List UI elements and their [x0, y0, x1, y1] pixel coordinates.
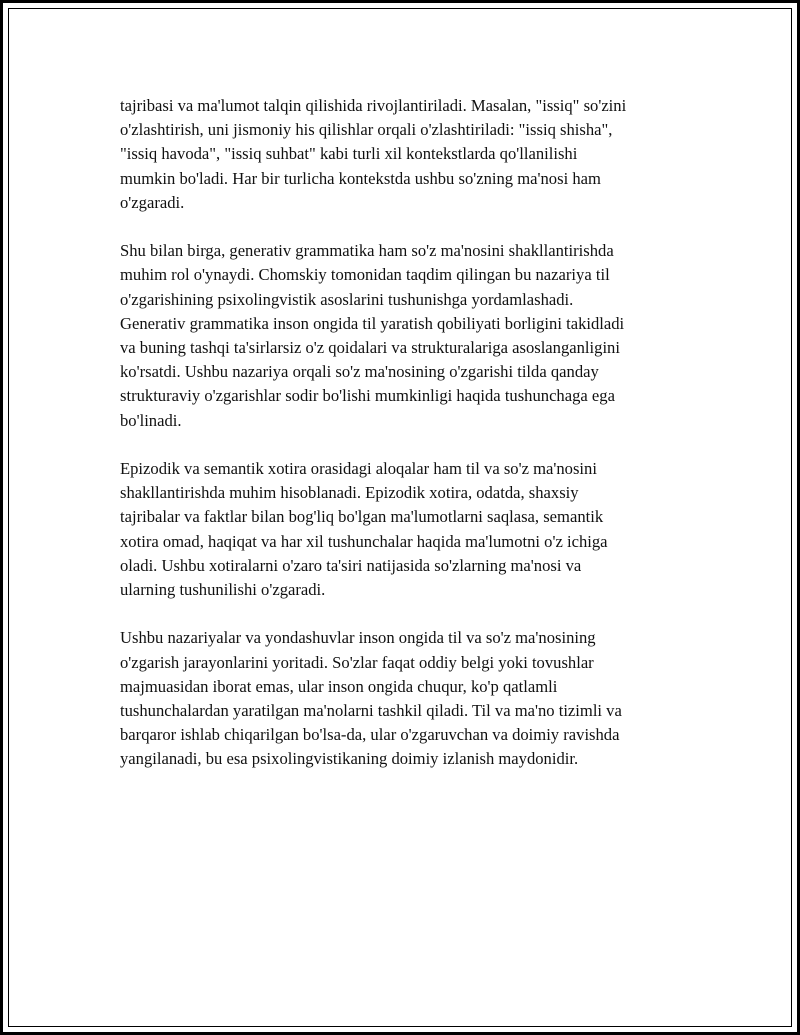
text-line: yangilanadi, bu esa psixolingvistikaning doimiy izlanish maydonidir. — [120, 749, 579, 769]
text-line: o'zlashtirish, uni jismoniy his qilishlar orqali o'zlashtiriladi: "issiq shisha", — [120, 120, 613, 140]
text-line: xotira omad, haqiqat va har xil tushunchalar haqida ma'lumotni o'z ichiga — [120, 531, 608, 551]
text-line: oladi. Ushbu xotiralarni o'zaro ta'siri natijasida so'zlarning ma'nosi va — [120, 555, 582, 575]
text-line: tajribasi va ma'lumot talqin qilishida rivojlantiriladi. Masalan, "issiq" so'zini — [120, 96, 627, 115]
text-line: ularning tushunilishi o'zgaradi. — [120, 580, 326, 600]
text-line: bo'linadi. — [120, 410, 182, 430]
text-line: "issiq havoda", "issiq suhbat" kabi turli xil kontekstlarda qo'llanilishi — [120, 144, 578, 164]
text-line: Shu bilan birga, generativ grammatika ham so'z ma'nosini shakllantirishda — [120, 241, 614, 261]
text-line: Generativ grammatika inson ongida til yaratish qobiliyati borligini takidladi — [120, 313, 625, 333]
text-line: o'zgarish jarayonlarini yoritadi. So'zlar faqat oddiy belgi yoki tovushlar — [120, 652, 594, 672]
text-line: tajribalar va faktlar bilan bog'liq bo'lgan ma'lumotlarni saqlasa, semantik — [120, 507, 604, 527]
text-line: va buning tashqi ta'sirlarsiz o'z qoidalari va strukturalariga asoslanganligini — [120, 338, 620, 358]
text-line: o'zgaradi. — [120, 192, 185, 212]
text-line: Ushbu nazariyalar va yondashuvlar inson ongida til va so'z ma'nosining — [120, 628, 596, 648]
paragraph-2 — [120, 239, 710, 433]
text-line: ko'rsatdi. Ushbu nazariya orqali so'z ma'nosining o'zgarishi tilda qanday — [120, 362, 599, 382]
text-line: shakllantirishda muhim hisoblanadi. Epizodik xotira, odatda, shaxsiy — [120, 483, 579, 503]
text-line: strukturaviy o'zgarishlar sodir bo'lishi mumkinligi haqida tushunchaga ega — [120, 386, 615, 406]
text-line: muhim rol o'ynaydi. Chomskiy tomonidan taqdim qilingan bu nazariya til — [120, 265, 610, 285]
text-line: majmuasidan iborat emas, ular inson ongida chuqur, ko'p qatlamli — [120, 676, 558, 696]
paragraph-3 — [120, 457, 710, 602]
text-line: o'zgarishining psixolingvistik asoslarini tushunishga yordamlashadi. — [120, 289, 574, 309]
document-body — [120, 94, 710, 796]
text-line: tushunchalardan yaratilgan ma'nolarni tashkil qiladi. Til va ma'no tizimli va — [120, 701, 622, 721]
text-line: mumkin bo'ladi. Har bir turlicha kontekstda ushbu so'zning ma'nosi ham — [120, 168, 601, 188]
text-line: barqaror ishlab chiqarilgan bo'lsa-da, ular o'zgaruvchan va doimiy ravishda — [120, 725, 620, 745]
paragraph-4 — [120, 626, 710, 771]
text-line: Epizodik va semantik xotira orasidagi aloqalar ham til va so'z ma'nosini — [120, 459, 597, 479]
paragraph-1 — [120, 94, 710, 215]
